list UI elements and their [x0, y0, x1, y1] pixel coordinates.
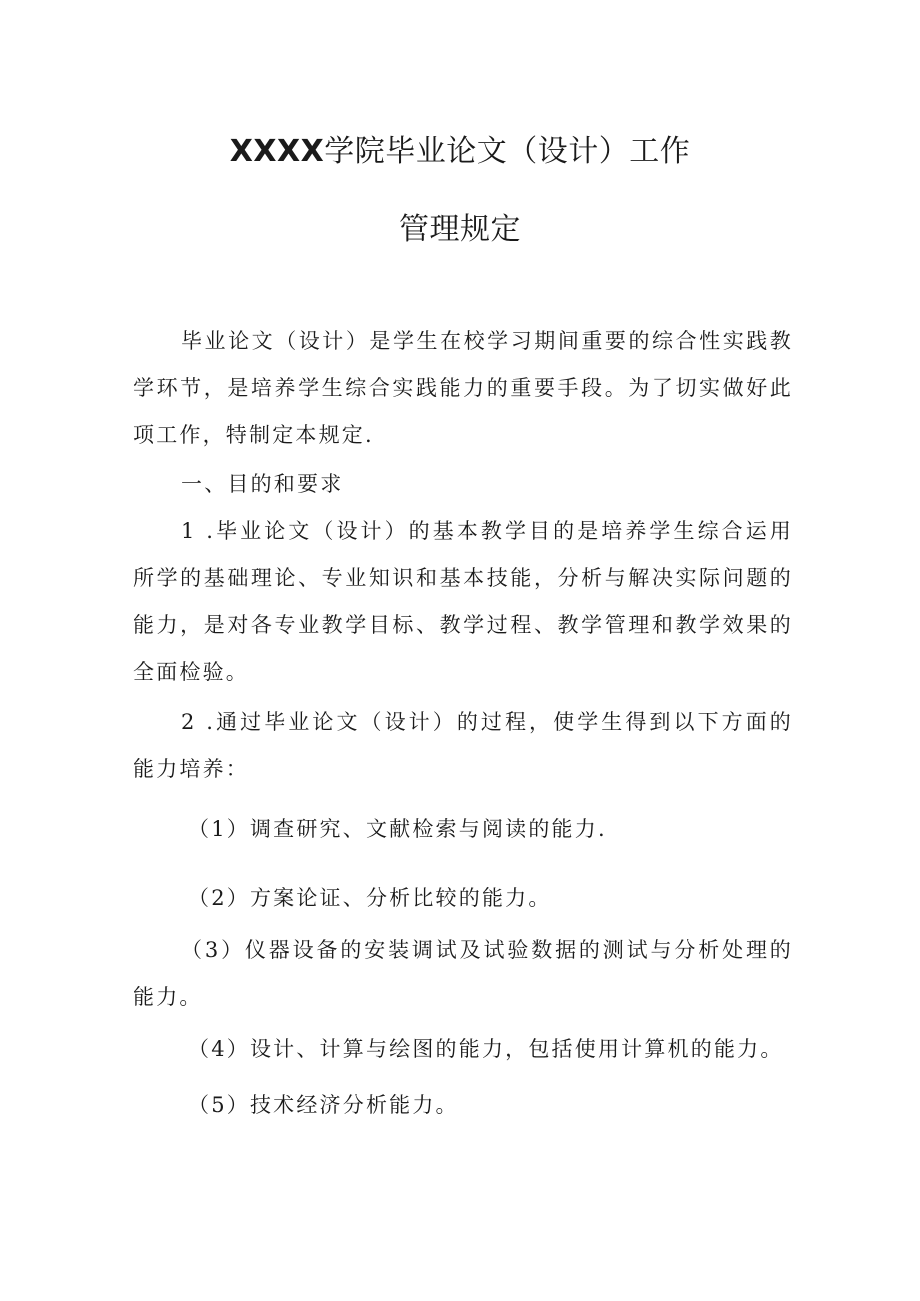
sub-item-2: （2）方案论证、分析比较的能力。 [188, 886, 552, 910]
item-1-paragraph: 1 .毕业论文（设计）的基本教学目的是培养学生综合运用所学的基础理论、专业知识和基本技能，分析与解决实际问题的能力，是对各专业教学目标、教学过程、教学管理和教学效果的全面检验。 [133, 519, 793, 684]
document-title [0, 134, 920, 170]
sub-item-3: （3）仪器设备的安装调试及试验数据的测试与分析处理的能力。 [133, 938, 793, 1009]
document-subtitle: 管理规定 [399, 212, 521, 247]
sub-item-4: （4）设计、计算与绘图的能力，包括使用计算机的能力。 [188, 1037, 784, 1061]
sub-item-5: （5）技术经济分析能力。 [188, 1093, 459, 1117]
title-text: 学院毕业论文（设计）工作 [324, 134, 691, 169]
intro-paragraph: 毕业论文（设计）是学生在校学习期间重要的综合性实践教学环节，是培养学生综合实践能力的重要手段。为了切实做好此项工作，特制定本规定. [133, 329, 793, 447]
sub-item-1: （1）调查研究、文献检索与阅读的能力. [188, 817, 607, 841]
section-heading: 一、目的和要求 [181, 472, 344, 496]
item-2-paragraph: 2 .通过毕业论文（设计）的过程，使学生得到以下方面的能力培养： [133, 710, 793, 781]
title-school-placeholder: XXXX [229, 134, 325, 169]
